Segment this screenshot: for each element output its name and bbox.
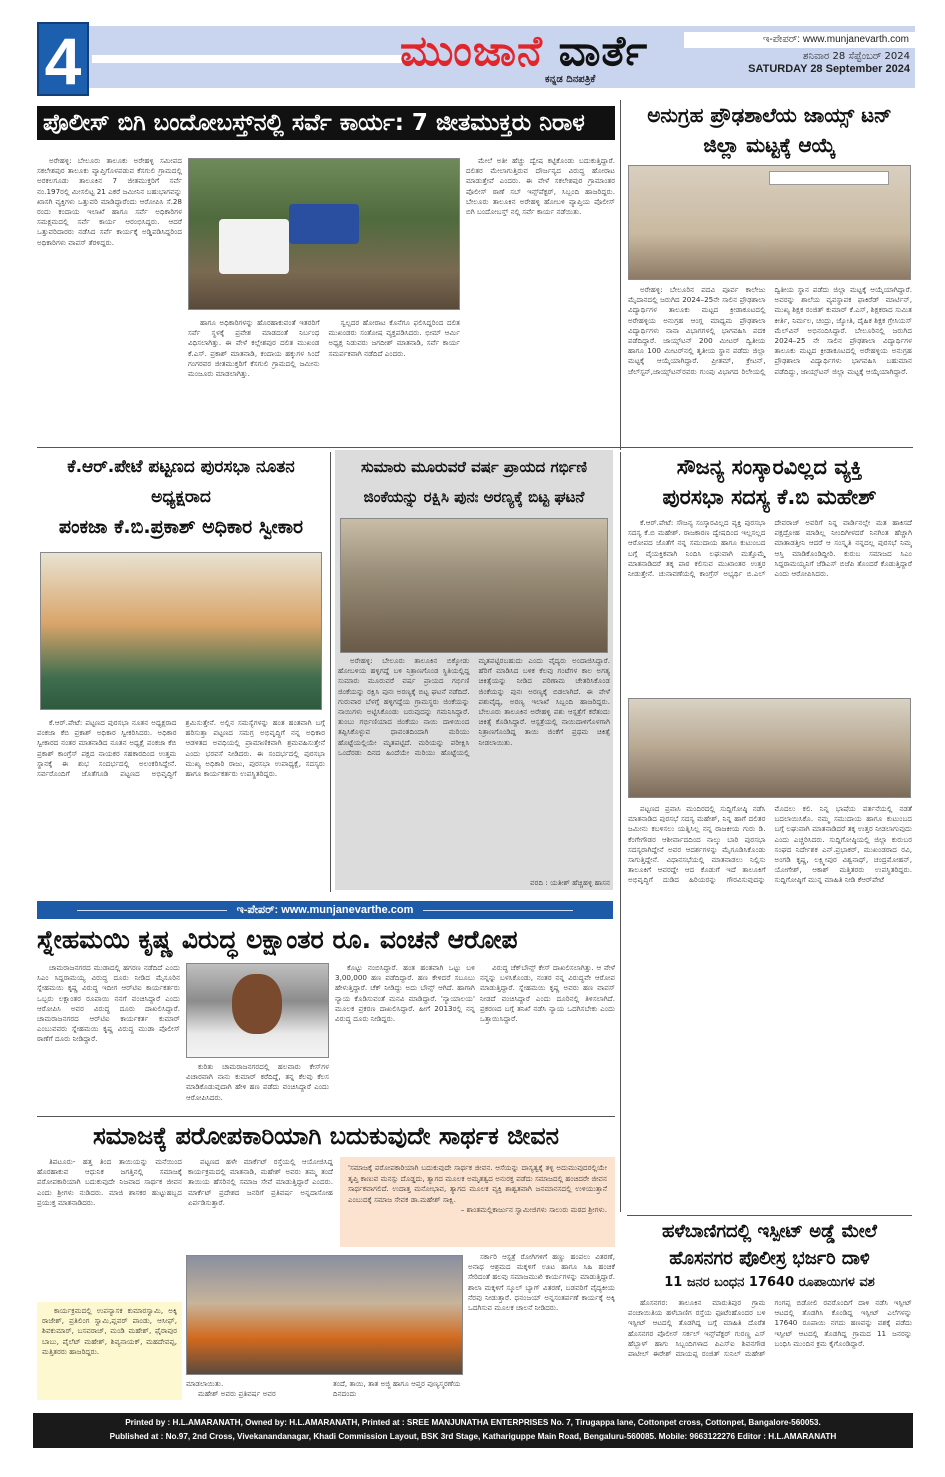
photo-survey-police: [188, 158, 460, 310]
article-deer-body: [338, 656, 610, 874]
imprint-line-1: Printed by : H.L.AMARANATH, Owned by: H.L.AMARANATH, Printed at : SREE MANJUNATHA ENTERPRISES No. 7, Tirugappa lane, Cottonpet cross, Cottonpet, Bangalore-560053.: [125, 1418, 821, 1427]
paragraph: ಸ್ವಲ್ಪದರ ಹೋರಾಟ ಕೊನೆಗೂ ಫಲಿಸಿದ್ದರಿಂದ ದಲಿತ ಮುಖಂಡರು ಸಂತೋಷ ವ್ಯಕ್ತಪಡಿಸಿದರು. ಭೀಮ್ ಆರ್ಮಿ ಅಧ್ಯಕ್ಷ ನಿಡುವರು ಜಗದೀಶ್ ಮಾತನಾಡಿ, ಸರ್ವೆ ಕಾರ್ಯ ಸಮರ್ಪಕವಾಗಿ ನಡೆದಿದೆ ಎಂದರು.: [328, 318, 460, 358]
paragraph: ಅರೇಹಳ್ಳಿ: ಬೇಲೂರು ತಾಲೂಕು ಅರೇಹಳ್ಳಿ ಸಮೀಪದ ಸಕಲೇಶಪುರ ತಾಲೂಕು ವ್ಯಾಪ್ತಿಗೊಳಪಡುವ ಕೆಸಗುಲಿ ಗ್ರಾಮದಲ್ಲಿ ಅರಕಲಗೂಡು ತಾಲೂಕಿನ 7 ಜೀತಮುಕ್ತರಿಗೆ ಸರ್ವೆ ನಂ.197ರಲ್ಲಿ ಮೀಸಲಿಟ್ಟ 21 ಎಕರೆ ಜಮೀನಿನ ಬಹುಭಾಗವನ್ನು ಖಾಸಗಿ ವ್ಯಕ್ತಿಗಳು ಒತ್ತುವರಿ ಮಾಡಿದ್ದಾರೆಂದು ಆರೋಪಿಸಿ ಸೆ.28 ರಂದು ಕಂದಾಯ ಇಲಾಖೆ ಹಾಗೂ ಸರ್ವೆ ಅಧಿಕಾರಿಗಳ ಸಮಕ್ಷಮದಲ್ಲಿ ಸರ್ವೆ ಕಾರ್ಯ ಆರಂಭಿಸಿದ್ದರು. ಆದರೆ ಒತ್ತುವರಿದಾರರು ನಡೆಸಿದ ಸರ್ವೆ ಕಾರ್ಯಕ್ಕೆ ಅಡ್ಡಿಪಡಿಸಿದ್ದರಿಂದ ಅಧಿಕಾರಿಗಳು ವಾಪಸ್ ತೆರಳಿದ್ದರು.: [37, 156, 182, 247]
tagline: ಕನ್ನಡ ದಿನಪತ್ರಿಕೆ: [545, 74, 596, 85]
swamiji-quote-box: [340, 1157, 615, 1247]
row-divider: [37, 1116, 615, 1117]
photo-snehamayi-krishna: [186, 963, 329, 1058]
date-english: SATURDAY 28 September 2024: [748, 63, 910, 75]
snehamayi-content: [37, 963, 615, 1114]
article-samaja: [37, 1118, 615, 1410]
police-jeep-shape: [219, 219, 289, 274]
imprint-line-2: Published at : No.97, 2nd Cross, Vivekanandanagar, Khadi Commission Layout, BSK 3rd Stage, Kathariguppe Main Road, Bengaluru-560085. Mobile: 9663122276 Editor : H.L.AMARANATH: [109, 1432, 837, 1441]
headline-mahesh-1: ಸೌಜನ್ಯ ಸಂಸ್ಕಾರವಿಲ್ಲದ ವ್ಯಕ್ತಿ: [676, 455, 863, 479]
column-divider: [620, 452, 621, 1212]
headline-samaja: ಸಮಾಜಕ್ಕೆ ಪರೋಪಕಾರಿಯಾಗಿ ಬದುಕುವುದೇ ಸಾರ್ಥಕ ಜೀವನ: [92, 1122, 560, 1150]
date-kannada: ಶನಿವಾರ 28 ಸೆಪ್ಟೆಂಬರ್ 2024: [803, 51, 910, 62]
article-survey-col1: [37, 156, 182, 443]
paragraph: ಮೇಲೆ ಅತೀ ಹೆಚ್ಚು ದ್ವೇಷ ಕಟ್ಟಿಕೊಂಡು ಬದುಕುತ್ತಿದ್ದಾರೆ. ದಲಿತರ ಮೇಲಾಗುತ್ತಿರುವ ದೌರ್ಜನ್ಯದ ವಿರುದ್ಧ ಹೋರಾಟ ಮಾಡುತ್ತೇವೆ ಎಂದರು. ಈ ವೇಳೆ ಸಕಲೇಶಪುರ ಗ್ರಾಮಾಂತರ ಪೊಲೀಸ್ ಠಾಣೆ ಸಬ್ ಇನ್ಸ್‌ಪೆಕ್ಟರ್, ಸಿಬ್ಬಂದಿ ಹಾಜರಿದ್ದರು. ಬೇಲೂರು ತಾಲೂಕಿನ ಅರೇಹಳ್ಳಿ ಹೋಬಳಿ ವ್ಯಾಪ್ತಿಯ ಪೊಲೀಸ್ ಬಿಗಿ ಬಂದೋಬಸ್ತ್ ನಲ್ಲಿ ಸರ್ವೆ ಕಾರ್ಯ ನಡೆಯಿತು.: [466, 156, 615, 217]
paragraph: ವಿರುದ್ಧ ಚೆಕ್‌ಬೌನ್ಸ್ ಕೇಸ್ ದಾಖಲಿಸಲಾಗಿತ್ತು. ಆ ವೇಳೆ ನನ್ನನ್ನು ಬಳಸಿಕೊಂಡು, ನಂತರ ನನ್ನ ವಿರುದ್ಧವೇ ಆರೋಪ ಮಾಡುತ್ತಿದ್ದಾರೆ. ಸ್ನೇಹಮಯಿ ಕೃಷ್ಣ ಅವರು ಹಣ ವಾಪಸ್ ನೀಡದೆ ವಂಚಿಸಿದ್ದಾರೆ ಎಂದು ದೂರಿನಲ್ಲಿ ತಿಳಿಸಲಾಗಿದೆ. ಪ್ರಕರಣದ ಬಗ್ಗೆ ತನಿಖೆ ನಡೆಸಿ ನ್ಯಾಯ ಒದಗಿಸಬೇಕು ಎಂದು ಒತ್ತಾಯಿಸಿದ್ದಾರೆ.: [480, 963, 615, 1024]
article-survey-col4: [466, 156, 615, 443]
row-divider: [627, 1215, 912, 1216]
photo-samaja-event: [186, 1255, 463, 1375]
logo-word-black: ವಾರ್ತೆ: [558, 26, 649, 75]
van-shape: [289, 204, 359, 244]
article-mahesh-body-top: [628, 518, 912, 693]
article-krpete: [37, 452, 325, 890]
article-sports-body: [628, 285, 912, 442]
article-raid: [627, 1218, 912, 1410]
paragraph: ಹೊಸನಗರ: ತಾಲೂಕಿನ ಮಾರುತಿಪುರ ಗ್ರಾಮ ಪಂಚಾಯಿತಿಯ ಹಳೆಬಾಣಿಗ ರಸ್ತೆಯ ಫೂಟೆಂಹೊಂದರ ಬಳಿ ಇಸ್ಪೀಟ್ ಆಟದಲ್ಲಿ ತೊಡಗಿದ್ದ ಬಗ್ಗೆ ಮಾಹಿತಿ ದೊರೆತ ಹೊಸನಗರ ಪೊಲೀಸ್ ಸರ್ಕಲ್ ಇನ್ಸ್‌ಪೆಕ್ಟರ್ ಗುರಣ್ಣ ಎಸ್ ಹೆಬ್ಬಾಳ್ ಹಾಗು ಸಿಬ್ಬಂದಿಗಳಾದ ಪಿಎಸ್‌ಐ ಶಿವನಗೌಡ ಪಾಟೀಲ್ ಈರೇಶ್ ಮಾಯಪ್ಪ ರಂಜಿತ್ ಸುನಿಲ್ ಮಹೇಶ್ ಗಂಗಪ್ಪ ಬಿಡೋಲಿ ರವರೊಂದಿಗೆ ದಾಳಿ ನಡೆಸಿ ಇಸ್ಪೀಟ್ ಆಟದಲ್ಲಿ ತೊಡಗಿಸಿ ಕೊಂಡಿದ್ದ ಇಸ್ಪೀಟ್ ಎಲೆಗಳನ್ನು 17640 ರೂಪಾಯಿ ನಗದು ಹಣವನ್ನು ವಶಕ್ಕೆ ಪಡೆದು ಇಸ್ಪೀಟ್ ಆಟದಲ್ಲಿ ತೊಡಗಿದ್ದ ಗ್ರಾಮದ 11 ಜನರನ್ನು ಬಂಧಿಸಿ ಮುಂದಿನ ಕ್ರಮ ಕೈಗೊಂಡಿದ್ದಾರೆ.: [628, 1298, 912, 1359]
article-raid-body: [628, 1298, 912, 1410]
caption-samaja-2: ತಂದೆ, ತಾಯಿ, ತಾತ ಅಜ್ಜಿ ಹಾಗೂ ಆಪ್ತರ ಪುಣ್ಯಸ್ಮರಣೆಯ ದಿನದಂದು: [333, 1379, 461, 1398]
quote-attribution: – ಶಾಂತಮಲ್ಲಿಕಾರ್ಜುನ ಸ್ವಾಮೀಜಿಗಳು ಸಾಲುರು ಮಠದ ಶ್ರೀಗಳು.: [460, 1205, 607, 1214]
article-snehamayi-col2: [186, 1062, 329, 1114]
article-mahesh-body-bottom: [628, 804, 912, 1212]
article-snehamayi-col3: [335, 963, 475, 1114]
headline-survey: ಪೊಲೀಸ್ ಬಿಗಿ ಬಂದೋಬಸ್ತ್‌ನಲ್ಲಿ ಸರ್ವೆ ಕಾರ್ಯ: 7 ಜೀತಮುಕ್ತರು ನಿರಾಳ: [37, 106, 615, 140]
headline-mahesh-2: ಪುರಸಭಾ ಸದಸ್ಯ ಕೆ.ಬಿ ಮಹೇಶ್: [662, 485, 877, 509]
paragraph: ಸರ್ಕಾರಿ ಆಸ್ಪತ್ರೆ ರೋಗಿಗಳಿಗೆ ಹಣ್ಣು ಹಂಪಲು ವಿತರಣೆ, ಅನಾಥ ಆಶ್ರಮದ ಮಕ್ಕಳಿಗೆ ಊಟ ಹಾಗೂ ಸಿಹಿ ಹಂಚಿಕೆ ಸೇರಿದಂತೆ ಹಲವು ಸಮಾಜಮುಖಿ ಕಾರ್ಯಗಳನ್ನು ಮಾಡುತ್ತಿದ್ದಾರೆ. ಶಾಲಾ ಮಕ್ಕಳಿಗೆ ಸ್ಕೂಲ್ ಬ್ಯಾಗ್ ವಿತರಣೆ, ಬಡವರಿಗೆ ವೈದ್ಯಕೀಯ ನೆರವು ನೀಡುತ್ತಾರೆ. ಧನಂಜಯ್ ಅನ್ನಸಂತರ್ಪಣೆ ಕಾರ್ಯಕ್ಕೆ ಅಕ್ಕಿ ಒದಗಿಸುವ ಮೂಲಕ ಚಾಲನೆ ನೀಡಿದರು.: [468, 1252, 615, 1313]
newspaper-logo: [400, 24, 648, 78]
epaper-url[interactable]: ಇ-ಪೇಪರ್: www.munjanevarth.com: [684, 32, 915, 48]
article-mahesh: [627, 452, 912, 1212]
article-snehamayi-col4: [480, 963, 615, 1114]
face-shape: [232, 974, 282, 1034]
headline-krpete-2: ಪಂಕಜಾ ಕೆ.ಬಿ.ಪ್ರಕಾಶ್ ಅಧಿಕಾರ ಸ್ವೀಕಾರ: [58, 516, 304, 538]
deer-byline: ವರದಿ : ಯತೀಶ್ ಹೆಚ್ಚಿಹಳ್ಳಿ ಹಾಸನ: [530, 878, 610, 887]
masthead-rule: [92, 55, 402, 63]
mahesh-content: [627, 512, 912, 1212]
article-samaja-col4: [468, 1252, 615, 1410]
article-krpete-body: [37, 718, 325, 890]
imprint-footer: [33, 1413, 913, 1448]
article-snehamayi-col1: [37, 963, 180, 1114]
article-deer: [335, 450, 613, 890]
headline-raid-2: ಹೊಸನಗರ ಪೊಲೀಸ್ರ ಭರ್ಜರಿ ದಾಳಿ: [669, 1248, 870, 1269]
headline-deer-2: ಜಿಂಕೆಯನ್ನು ರಕ್ಷಿಸಿ ಪುನಃ ಅರಣ್ಯಕ್ಕೆ ಬಿಟ್ಟ ಘಟನೆ: [363, 488, 585, 506]
school-banner: [769, 171, 889, 185]
photo-deer-rescue: [340, 518, 608, 653]
paragraph: ಪಟ್ಟಣದ ಹಳೇ ಮಾರ್ಕೆಟ್ ರಸ್ತೆಯಲ್ಲಿ ಆಯೋಜಿಸಿದ್ದ ಕಾರ್ಯಕ್ರಮದಲ್ಲಿ ಮಾತನಾಡಿ, ಮಹೇಶ್ ಅವರು ತಮ್ಮ ತಂದೆ ತಾಯಿಯ ಹೆಸರಿನಲ್ಲಿ ಸಮಾಜ ಸೇವೆ ಮಾಡುತ್ತಿದ್ದಾರೆ ಎಂದರು. ಮಾರ್ಕೆಟ್ ಪ್ರದೇಶದ ಜನರಿಗೆ ಪ್ರತಿವರ್ಷ ಅನ್ನದಾಸೋಹ ಏರ್ಪಡಿಸುತ್ತಾರೆ.: [188, 1157, 333, 1207]
caption-samaja-1: [186, 1379, 326, 1399]
paragraph: ಕೆ.ಆರ್.ಪೇಟೆ: ಸೌಜನ್ಯ ಸಂಸ್ಕಾರವಿಲ್ಲದ ವ್ಯಕ್ತಿ ಪುರಸಭಾ ಸದಸ್ಯ ಕೆ.ಬಿ ಮಹೇಶ್. ರಾಜಕಾರಣ ದ್ವೇಷದಿಂದ ಇಲ್ಲಸಲ್ಲದ ಆರೋಪದ ಜೊತೆಗೆ ನನ್ನ ಸಮುದಾಯ ಹಾಗೂ ಕುಟುಂಬದ ಬಗ್ಗೆ ವೈಯಕ್ತಿಕವಾಗಿ ನಿಂದಿಸಿ ಲಘುವಾಗಿ ಮತ್ತೊಮ್ಮೆ ಮಾತನಾಡಿದರೆ ತಕ್ಕ ಪಾಠ ಕಲಿಸುವ ಮುಖಾಂತರ ಉತ್ತರ ನೀಡುತ್ತೇನೆ. ಚುನಾವಣೆಯಲ್ಲಿ ಕಾಂಗ್ರೆಸ್ ಅಭ್ಯರ್ಥಿ ಬಿ.ಎಲ್ ದೇವರಾಜ್ ಅವರಿಗೆ ನಿನ್ನ ವಾರ್ಡಿನಲ್ಲೇ ಮತ ಹಾಕಿಸದೆ ಪಕ್ಷದ್ರೋಹ ಮಾಡಿಲ್ಲ ನೀಂದಿಗೀಳದರೆ ನಿನಗಿಂತ ಹೆಚ್ಚಾಗಿ ಮಾತಾಡತ್ತೀನಿ ಆದರೆ ಆ ಸಂಸ್ಕೃತಿ ನನ್ನದಲ್ಲ ಪುರಸಭೆ ನಿಮ್ಮ ಆಸ್ತಿ ಮಾಡಿಕೊಂಡಿದ್ದೀರಿ. ಕುರುಬ ಸಮಾಜದ ಸಿಎಂ ಸಿದ್ದರಾಮಯ್ಯನಿಗೆ ಜೆಡಿಎಸ್ ಬಿಜೆಪಿ ತೊಂದರೆ ಕೊಡುತ್ತಿದ್ದಾರೆ ಎಂದು ಆರೋಪಿಸಿದರು.: [628, 518, 912, 579]
headline-snehamayi: ಸ್ನೇಹಮಯಿ ಕೃಷ್ಣ ವಿರುದ್ಧ ಲಕ್ಷಾಂತರ ರೂ. ವಂಚನೆ ಆರೋಪ: [37, 925, 518, 954]
samaja-content: [37, 1157, 615, 1410]
article-survey-cols23: [188, 318, 460, 443]
paragraph: ಅರೇಹಳ್ಳಿ: ಬೇಲೂರಿನ ಪದವಿ ಪೂರ್ವ ಕಾಲೇಜು ಮೈದಾನದಲ್ಲಿ ಜರುಗಿದ 2024–25ನೇ ಸಾಲಿನ ಪ್ರೌಢಶಾಲಾ ವಿದ್ಯಾರ್ಥಿಗಳ ತಾಲೂಕು ಮಟ್ಟದ ಕ್ರೀಡಾಕೂಟದಲ್ಲಿ ಅರೇಹಳ್ಳಿಯ ಅನುಗ್ರಹ ಆಂಗ್ಲ ಮಾಧ್ಯಮ ಪ್ರೌಢಶಾಲಾ ವಿದ್ಯಾರ್ಥಿಗಳು ನಾನಾ ವಿಭಾಗಗಳಲ್ಲಿ ಭಾಗವಹಿಸಿ ಪದಕ ಪಡೆದಿದ್ದಾರೆ. ಜಾಯ್ಸ್‌ಟನ್ 200 ಮೀಟರ್ ದ್ವಿತೀಯ ಹಾಗೂ 100 ಮೀಟರ್‌ನಲ್ಲಿ ತೃತೀಯ ಸ್ಥಾನ ಪಡೆದು ಜಿಲ್ಲಾ ಮಟ್ಟಕ್ಕೆ ಆಯ್ಕೆಯಾಗಿದ್ದಾರೆ. ಪ್ರೀತಮ್, ಕ್ರೇಟನ್, ಜೆಲ್‌ಸ್ಟನ್,ಜಾಯ್ಸ್‌ಟನ್‌ರವರು ಗುಂಪು ವಿಭಾಗದ ರಿಲೇಯಲ್ಲಿ ದ್ವಿತೀಯ ಸ್ಥಾನ ಪಡೆದು ಜಿಲ್ಲಾ ಮಟ್ಟಕ್ಕೆ ಆಯ್ಕೆಯಾಗಿದ್ದಾರೆ. ಅವರನ್ನು ಶಾಲೆಯ ವ್ಯವಸ್ಥಾಪಕ ಫಾಕಿರೆಡ್ ಮಾರ್ಟಿನ್, ಮುಖ್ಯ ಶಿಕ್ಷಕ ರಂಜಿತ್ ಕುಮಾರ್ ಕೆ.ಎಸ್, ಶಿಕ್ಷಕರಾದ ಸುಮಿತ ಕೀರ್ತಿ, ನಿರ್ಮಲ, ಚಂದ್ರು, ಜ್ಯೋತಿ, ದೈಹಿಕ ಶಿಕ್ಷಕ ಗ್ರೇಸಿಯಸ್ ಮೆಲ್‌ವಿನ್ ಅಭಿನಂದಿಸಿದ್ದಾರೆ. ಬೇಲೂರಿನಲ್ಲಿ ಜರುಗಿದ 2024–25 ನೇ ಸಾಲಿನ ಪ್ರೌಢಶಾಲಾ ವಿದ್ಯಾರ್ಥಿಗಳ ತಾಲೂಕು ಮಟ್ಟದ ಕ್ರೀಡಾಕೂಟದಲ್ಲಿ ಅರೇಹಳ್ಳಿಯ ಅನುಗ್ರಹ ಪ್ರೌಢಶಾಲಾ ವಿದ್ಯಾರ್ಥಿಗಳು ಭಾಗವಹಿಸಿ ಬಹುಮಾನ ಪಡೆದಿದ್ದು, ಜಾಯ್ಸ್‌ಟನ್ ಜಿಲ್ಲಾ ಮಟ್ಟಕ್ಕೆ ಆಯ್ಕೆಯಾಗಿದ್ದಾರೆ.: [628, 285, 912, 376]
sports-content: [627, 160, 912, 442]
epaper-band[interactable]: ಇ-ಪೇಪರ್: www.munjanevarthe.com: [37, 901, 613, 919]
paragraph: ಹಾಗೂ ಅಧಿಕಾರಿಗಳನ್ನು ಹೊರಹಾಕುವಂತೆ ಇತರರಿಗೆ ಸರ್ವೆ ಸ್ಥಳಕ್ಕೆ ಪ್ರವೇಶ ಮಾಡದಂತೆ ನಿರ್ಬಂಧ ವಿಧಿಸಲಾಗಿತ್ತು. ಈ ವೇಳೆ ಕಲ್ಲೇಶಪುರ ದಲಿತ ಮುಖಂಡ ಕೆ.ಎಸ್. ಪ್ರಕಾಶ್ ಮಾತನಾಡಿ, ಕಂದಾಯ ಹಕ್ಕುಗಳ ಸಿಂದೆ ಗಂಗರವರ ಜೀತಮುಕ್ತರಿಗೆ ಕೆಸಗುಲಿ ಗ್ರಾಮದಲ್ಲಿ ಜಮೀನು ಮಂಜೂರು ಮಾಡಲಾಗಿತ್ತು.: [188, 318, 320, 379]
paragraph: ತಿಪಟೂರು- ಹತ್ತ ತಿಂದ ತಾಯಿಯನ್ನು ಮನೆಯಿಂದ ಹೊರಹಾಕುವ ಆಧುನಿಕ ಜಗತ್ತಿನಲ್ಲಿ ಸಮಾಜಕ್ಕೆ ಪರೋಪಕಾರಿಯಾಗಿ ಬದುಕುವುದೇ ನಿಜವಾದ ಸಾರ್ಥಕ ಜೀವನ ಎಂದು ಶ್ರೀಗಳು ನುಡಿದರು. ಮಾಜಿ ಶಾಸಕರ ಹುಟ್ಟುಹಬ್ಬದ ಪ್ರಯುಕ್ತ ಮಾತನಾಡಿದರು.: [37, 1157, 182, 1207]
paragraph: ಕೆ.ಆರ್.ಪೇಟೆ: ಪಟ್ಟಣದ ಪುರಸಭಾ ನೂತನ ಅಧ್ಯಕ್ಷರಾದ ಪಂಕಜಾ ಕೆಬಿ ಪ್ರಕಾಶ್ ಅಧಿಕಾರ ಸ್ವೀಕರಿಸಿದರು. ಅಧಿಕಾರ ಸ್ವೀಕಾರದ ನಂತರ ಮಾತನಾಡಿದ ನೂತನ ಅಧ್ಯಕ್ಷೆ ಪಂಕಜಾ ಕೆಬಿ ಪ್ರಕಾಶ್ ಕಾಂಗ್ರೆಸ್ ಪಕ್ಷದ ನಾಯಕರ ಸಹಕಾರದಿಂದ ಉತ್ತಮ ಸ್ಥಾನಕ್ಕೆ ಈ ಶುಭ ಸಂದರ್ಭದಲ್ಲಿ ಅಲಂಕರಿಸಿದ್ದೇನೆ. ಸರ್ವರೊಂದಿಗೆ ಜೊತೆಗೂಡಿ ಪಟ್ಟಣದ ಅಭಿವೃದ್ಧಿಗೆ ಶ್ರಮಿಸುತ್ತೇನೆ. ಅಲ್ಲಿನ ಸಮಸ್ಯೆಗಳನ್ನು ಹಂತ ಹಂತವಾಗಿ ಬಗ್ಗೆ ಹರಿಸುತ್ತಾ ಪಟ್ಟಣದ ಸಮಗ್ರ ಅಭಿವೃದ್ಧಿಗೆ ನನ್ನ ಅಧಿಕಾರ ಆಡಳಿತದ ಅವಧಿಯಲ್ಲಿ ಪ್ರಾಮಾಣಿಕವಾಗಿ ಶ್ರಮವಹಿಸುತ್ತೇನೆ ಎಂದು ಭರವಸೆ ನೀಡಿದರು. ಈ ಸಂದರ್ಭದಲ್ಲಿ ಪುರಸಭಾ ಮುಖ್ಯ ಅಧಿಕಾರಿ ರಾಜು, ಪುರಸಭಾ ಉಪಾಧ್ಯಕ್ಷೆ, ಸದಸ್ಯರು ಹಾಗೂ ಕಾರ್ಯಕರ್ತರು ಉಪಸ್ಥಿತರಿದ್ದರು.: [37, 718, 325, 779]
paragraph: ಕೊಟ್ಟು ನಂಬಿಸಿದ್ದಾರೆ. ಹಂತ ಹಂತವಾಗಿ ಒಟ್ಟು ಬಳಿ 3,00,000 ಹಣ ಪಡೆದಿದ್ದಾರೆ. ಹಣ ಕೇಳಿದರೆ ಸಬೂಬು ಹೇಳುತ್ತಿದ್ದಾರೆ. ಚೆಕ್ ನೀಡಿದ್ದು ಅದು ಬೌನ್ಸ್ ಆಗಿದೆ. ಹಾಗಾಗಿ ನ್ಯಾಯ ಕೊಡಿಸುವಂತೆ ಮನವಿ ಮಾಡಿದ್ದಾರೆ. 'ನ್ಯಾಯಾಲಯ' ಮೂಲಕ ಪ್ರಕರಣ ದಾಖಲಿಸಿದ್ದಾರೆ. ಹೀಗೆ 2013ರಲ್ಲಿ ನನ್ನ ವಿರುದ್ಧ ದೂರು ನೀಡಿದ್ದರು.: [335, 963, 475, 1024]
paragraph: ಚಾಮರಾಜನಗರದ ಮುಡಾದಲ್ಲಿ ಹಗರಣ ನಡೆದಿದೆ ಎಂದು ಸಿಎಂ ಸಿದ್ದರಾಮಯ್ಯ ವಿರುದ್ಧ ದೂರು ನೀಡಿದ ಮೈಸೂರಿನ ಸ್ನೇಹಮಯಿ ಕೃಷ್ಣ ವಿರುದ್ಧ ಇದೀಗ ಆರ್‌ಟಿಐ ಕಾರ್ಯಕರ್ತರು ಒಬ್ಬರು ಲಕ್ಷಾಂತರ ರೂಪಾಯಿ ನನಗೆ ವಂಚಿಸಿದ್ದಾರೆ ಎಂದು ಆರೋಪಿಸಿ ಅವರ ವಿರುದ್ಧ ದೂರು ದಾಖಲಿಸಿದ್ದಾರೆ. ಚಾಮರಾಜನಗರದ ಆರ್‌ಟಿಐ ಕಾರ್ಯಕರ್ತ ಕುಮಾರ್ ಎಂಬುವವರು ಸ್ನೇಹಮಯಿ ಕೃಷ್ಣ ವಿರುದ್ಧ ಮುಡಾ ಪೊಲೀಸ್ ಠಾಣೆಗೆ ದೂರು ನೀಡಿದ್ದಾರೆ.: [37, 963, 180, 1044]
paragraph: ಕುರಿತು ಚಾಮರಾಜನಗರದಲ್ಲಿ ಹಲವಾರು ಕೇಸ್‌ಗಳ ವಿಚಾರವಾಗಿ ನಾನು ಕುಮಾರ್ ಕರೆದಿದ್ದೆ, ತನ್ನ ಕೆಲವು ಕೆಲಸ ಮಾಡಿಕೊಡುವುದಾಗಿ ಹೇಳಿ ಹಣ ಪಡೆದು ವಂಚಿಸಿದ್ದಾರೆ ಎಂದು ಆರೋಪಿಸಿದರು.: [186, 1062, 329, 1102]
logo-word-red: ಮುಂಜಾನೆ: [400, 26, 543, 75]
page-number: 4: [37, 22, 89, 96]
headline-deer-1: ಸುಮಾರು ಮೂರುವರೆ ವರ್ಷ ಪ್ರಾಯದ ಗರ್ಭಿಣಿ: [360, 458, 588, 476]
samaja-attendees-box: [37, 1302, 182, 1400]
column-divider: [620, 100, 621, 450]
caption-line: ಮಾಡಲಾಯಿತು.: [186, 1379, 224, 1388]
raid-subheadline: 11 ಜನರ ಬಂಧನ 17640 ರೂಪಾಯಿಗಳ ವಶ: [664, 1275, 875, 1290]
column-divider: [330, 452, 331, 892]
krpete-content: [37, 542, 325, 890]
photo-press-meet: [628, 698, 911, 798]
paragraph: ಅರೇಹಳ್ಳಿ: ಬೇಲೂರು ತಾಲೂಕಿನ ಬಿಕ್ಕೋಡು ಹೋಬಳಿಯ ಹಳ್ಳಿಗದ್ದೆ ಬಳಿ ನಿತ್ರಾಣಗೊಂಡ ಸ್ಥಿತಿಯಲ್ಲಿದ್ದ ಸುಮಾರು ಮೂರುವರೆ ವರ್ಷ ಪ್ರಾಯದ ಗರ್ಭಿಣಿ ಜಿಂಕೆಯನ್ನು ರಕ್ಷಿಸಿ ಪುನಃ ಅರಣ್ಯಕ್ಕೆ ಬಿಟ್ಟ ಘಟನೆ ನಡೆದಿದೆ. ಗುರುವಾರ ಬೆಳಗ್ಗೆ ಹಳ್ಳಿಗದ್ದೆಯ ಗ್ರಾಮಸ್ಥರು ಜಿಂಕೆಯನ್ನು ನಾಯಿಗಳು ಅಟ್ಟಿಸಿಕೊಂಡು ಬರುವುದನ್ನು ಗಮನಿಸಿದ್ದಾರೆ. ತುಂಬು ಗರ್ಭಿಣಿಯಾದ ಜಿಂಕೆಯು ನಾಯಿ ದಾಳಿಯಿಂದ ತಪ್ಪಿಸಿಕೊಳ್ಳುವ ಧಾವಂತದಿಂದಾಗಿ ಮರಿಯು ಹೊಟ್ಟೆಯಲ್ಲಿಯೇ ಮೃತಪಟ್ಟಿದೆ. ಮರಿಯನ್ನು ಪರೀಕ್ಷಿಸಿ ಒಂದೆರಡು ದಿನದ ಹಿಂದೆಯೇ ಮರಿಯು ಹೊಟ್ಟೆಯಲ್ಲಿ ಮೃತಪಟ್ಟಿರಬಹುದು ಎಂದು ವೈದ್ಯರು ಅಂದಾಜಿಸಿದ್ದಾರೆ. ಹೆರಿಗೆ ಮಾಡಿಸಿದ ಬಳಿಕ ಕೆಲವು ಗಂಟೆಗಳ ಕಾಲ ಅಗತ್ಯ ಚಿಕಿತ್ಸೆಯನ್ನು ನೀಡಿದ ಪರಿಣಾಮ ಚೇತರಿಸಿಕೊಂಡ ಜಿಂಕೆಯನ್ನು ಪುನಃ ಅರಣ್ಯಕ್ಕೆ ಬಿಡಲಾಗಿದೆ. ಈ ವೇಳೆ ಪಶುವೈದ್ಯ, ಅರಣ್ಯ ಇಲಾಖೆ ಸಿಬ್ಬಂದಿ ಹಾಜರಿದ್ದರು. ಬೇಲೂರು ತಾಲೂಕಿನ ಅರೇಹಳ್ಳಿ ಪಶು ಆಸ್ಪತ್ರೆಗೆ ಕರೆತಂದು ಚಿಕಿತ್ಸೆ ಕೊಡಿಸಿದ್ದಾರೆ. ಆಸ್ಪತ್ರೆಯಲ್ಲಿ ನಾಯಿದಾಳಿಗೊಳಗಾಗಿ ನಿತ್ರಾಣಗೊಂಡಿದ್ದ ತಾಯಿ ಜಿಂಕೆಗೆ ಪ್ರಥಮ ಚಿಕಿತ್ಸೆ ನೀಡಲಾಯಿತು.: [338, 656, 610, 757]
photo-krpete-office: [40, 552, 322, 710]
headline-krpete-1: ಕೆ.ಆರ್.ಪೇಟೆ ಪಟ್ಟಣದ ಪುರಸಭಾ ನೂತನ ಅಧ್ಯಕ್ಷರಾದ: [67, 457, 295, 507]
article-samaja-col2: [188, 1157, 333, 1249]
raid-content: [627, 1298, 912, 1410]
headline-sports: ಅನುಗ್ರಹ ಪ್ರೌಢಶಾಲೆಯ ಜಾಯ್ಸ್ ಟನ್ ಜಿಲ್ಲಾ ಮಟ್ಟಕ್ಕೆ ಆಯ್ಕೆ: [647, 103, 892, 157]
quote-text: 'ಸಮಾಜಕ್ಕೆ ಪರೋಪಕಾರಿಯಾಗಿ ಬದುಕುವುದೇ ಸಾರ್ಥಕ ಜೀವನ. ಆಸೆಯನ್ನು ದಾಸ್ಯತ್ವಕ್ಕೆ ತಳ್ಳಿ ಅದುಮುವುದರಲ್ಲಿಯೇ ತೃಪ್ತಿ ಕಾಣುವ ಮನಸ್ಸು ದೊಡ್ಡದು, ತ್ಯಾಗದ ಮೂಲಕ ಅಮೃತತ್ವದ ಅನುರಕ್ತ ಪಡೆದು ಸಮಾಜದಲ್ಲಿ ಹಂಚಿದರೇ ಜೀವನ ಸಾರ್ಥಕವಾಗಲಿದೆ. ಉದಾತ್ತ ಮನೋಭಾವ, ತ್ಯಾಗದ ಮೂಲಕ ವ್ಯಕ್ತಿ ಶಾಶ್ವತವಾಗಿ ಜನಮಾನಸದಲ್ಲಿ ಉಳಿಯುತ್ತಾನೆ ಎಂಬುದಕ್ಕೆ ಸಮಾಜ ಸೇವಕ ಡಾ.ಮಹೇಶ್ ಸಾಕ್ಷಿ.: [348, 1163, 607, 1204]
caption-line: ಮಹೇಶ್ ಅವರು ಪ್ರತಿವರ್ಷ ಅವರ: [198, 1389, 276, 1398]
row-divider: [37, 447, 913, 448]
paragraph: ಕಾರ್ಯಕ್ರಮದಲ್ಲಿ ಉಪನ್ಯಾಸಕ ಕುಮಾರಸ್ವಾಮಿ, ಅಕ್ಕಿ ರಾಜೇಶ್, ಪ್ರತಿಲಿಂಗ ಸ್ವಾಮಿ,ಪ್ಲವರ್ ಪಾಂಡು, ಆಸೀಫ್, ಶಿವಕುಮಾರ್, ಬಸವರಾಜ್, ಮಂಡಿ ಮಹೇಶ್, ಫೈರಾಪುರ ಬಾಬು, ಪೈಲೆಟ್ ಮಹೇಶ್, ಶಿವ್ಯನಾಯಕ್, ಮಹದೇವಪ್ಪ, ಮತ್ತಿತರರು ಹಾಜರಿದ್ದರು.: [42, 1306, 177, 1356]
article-samaja-col1: [37, 1157, 182, 1299]
headline-raid-1: ಹಳೆಬಾಣಿಗದಲ್ಲಿ ಇಸ್ಪೀಟ್ ಅಡ್ಡೆ ಮೇಲೆ: [661, 1221, 878, 1242]
paragraph: ಪಟ್ಟಣದ ಪ್ರವಾಸಿ ಮಂದಿರದಲ್ಲಿ ಸುದ್ದಿಗೋಷ್ಠಿ ನಡೆಸಿ ಮಾತನಾಡಿದ ಪುರಸಭೆ ಸದಸ್ಯ ಮಹೇಶ್, ನಿನ್ನ ಹಾಗೆ ದಲಿತರ ಜಮೀನು ಕಬಳಿಸಲು ಯತ್ನಿಸಿಲ್ಲ ನನ್ನ ರಾಜಕೀಯ ಗುರು ಡಿ. ಕೆಂಗೇಗೌಡರ ಆಶೀರ್ವಾದದಿಂದ ನಾಲ್ಕು ಬಾರಿ ಪುರಸಭಾ ಸದಸ್ಯರಾಗಿದ್ದೇನೆ ಅವರ ಆದರ್ಶಗಳನ್ನು ಮೈಗೂಡಿಸಿಕೊಂಡು ಸಾಗುತ್ತಿದ್ದೇನೆ. ವಿಧಾನಸಭೆಯಲ್ಲಿ ಮಾತನಾಡಲು ನಿಲ್ಲಿಸು ತಾಲೂಕಿಗೆ ಆವರದ್ದೇ ಆದ ಕೊಡುಗೆ ಇದೆ ತಾಲೂಕಿಗೆ ಅಭಿವೃದ್ಧಿಗೆ ದುಡಿದ ಹಿರಿಯರನ್ನು ಗೌರವಿಸುವುದನ್ನು ಮೊದಲು ಕಲಿ. ನಿನ್ನ ಭಾಷೆಯ ವರ್ತನೆಯಲ್ಲಿ ನಡತೆ ಬದಲಾಯಿಸಿಕೊ. ನಮ್ಮ ಸಮುದಾಯ ಹಾಗೂ ಕುಟುಂಬದ ಬಗ್ಗೆ ಲಘುವಾಗಿ ಮಾತನಾಡಿದರೆ ತಕ್ಕ ಉತ್ತರ ನೀಡಲಾಗುವುದು ಎಂದು ಎಚ್ಚರಿಸಿದರು. ಸುದ್ದಿಗೋಷ್ಠಿಯಲ್ಲಿ ಜಿಲ್ಲಾ ಕುರುಬರ ಸಂಘದ ನಿರ್ದೇಶಕ ಎನ್.ಪ್ರಭಾಕರ್, ಮುಖಂಡರಾದ ರವಿ, ಅಂಗಡಿ ಕೃಷ್ಣ, ಲಕ್ಷ್ಮೀಪುರ ವಿಶ್ವನಾಥ್, ಚಂದ್ರಮೋಹನ್, ಯೋಗೇಶ್, ಆಕಾಶ್ ಮತ್ತಿತರರು ಉಪಸ್ಥಿತರಿದ್ದರು. ಸುದ್ದಿಗೋಷ್ಠಿಗೆ ಮುನ್ನ ಮಾಹಿತಿ ನೀಡಿ ಕೆಆರ್‌ಪೇಟೆ: [628, 804, 912, 885]
article-snehamayi: [37, 922, 615, 1114]
article-sports: [627, 100, 912, 442]
deer-content: [335, 512, 613, 890]
photo-students-award: [628, 165, 911, 280]
